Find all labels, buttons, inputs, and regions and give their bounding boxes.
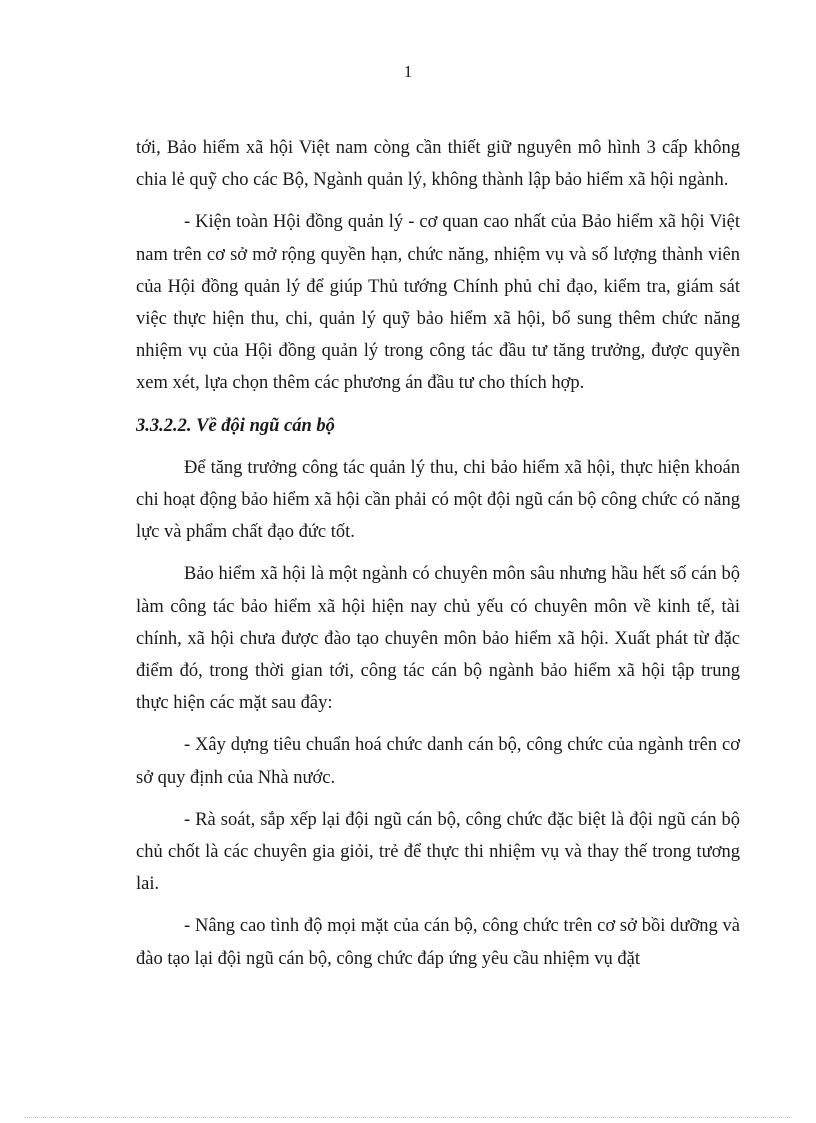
page-bottom-divider — [24, 1117, 792, 1118]
paragraph-staff-background: Bảo hiểm xã hội là một ngành có chuyên môn sâu nhưng hầu hết số cán bộ làm công tác bảo hiểm xã hội hiện nay chủ yếu có chuyên môn về kinh tế, tài chính, xã hội chưa được đào tạo chuyên môn bảo hiểm xã hội. Xuất phát từ đặc điểm đó, trong thời gian tới, công tác cán bộ ngành bảo hiểm xã hội tập trung thực hiện các mặt sau đây: — [136, 564, 740, 714]
section-heading: 3.3.2.2. Về đội ngũ cán bộ — [136, 415, 335, 436]
document-body — [136, 132, 740, 985]
page-number: 1 — [403, 62, 413, 81]
paragraph-staff-intro: Để tăng trưởng công tác quản lý thu, chi bảo hiểm xã hội, thực hiện khoán chi hoạt động bảo hiểm xã hội cần phải có một đội ngũ cán bộ công chức có năng lực và phẩm chất đạo đức tốt. — [136, 457, 740, 543]
paragraph-continuation: tới, Bảo hiểm xã hội Việt nam còng cần thiết giữ nguyên mô hình 3 cấp không chia lẻ quỹ cho các Bộ, Ngành quản lý, không thành lập bảo hiểm xã hội ngành. — [136, 138, 740, 191]
paragraph-management-board: - Kiện toàn Hội đồng quản lý - cơ quan cao nhất của Bảo hiểm xã hội Việt nam trên cơ sở mở rộng quyền hạn, chức năng, nhiệm vụ và số lượng thành viên của Hội đồng quản lý để giúp Thủ tướng Chính phủ chỉ đạo, kiểm tra, giám sát việc thực hiện thu, chi, quản lý quỹ bảo hiểm xã hội, bổ sung thêm chức năng nhiệm vụ của Hội đồng quản lý trong công tác đầu tư tăng trưởng, được quyền xem xét, lựa chọn thêm các phương án đầu tư cho thích hợp. — [136, 212, 740, 394]
list-item-standards: - Xây dựng tiêu chuẩn hoá chức danh cán bộ, công chức của ngành trên cơ sở quy định của Nhà nước. — [136, 735, 740, 788]
list-item-training: - Nâng cao tình độ mọi mặt của cán bộ, công chức trên cơ sở bồi dưỡng và đào tạo lại đội ngũ cán bộ, công chức đáp ứng yêu cầu nhiệm vụ đặt — [136, 916, 740, 969]
list-item-review: - Rà soát, sắp xếp lại đội ngũ cán bộ, công chức đặc biệt là đội ngũ cán bộ chủ chốt là các chuyên gia giỏi, trẻ để thực thi nhiệm vụ và thay thế trong tương lai. — [136, 809, 740, 895]
